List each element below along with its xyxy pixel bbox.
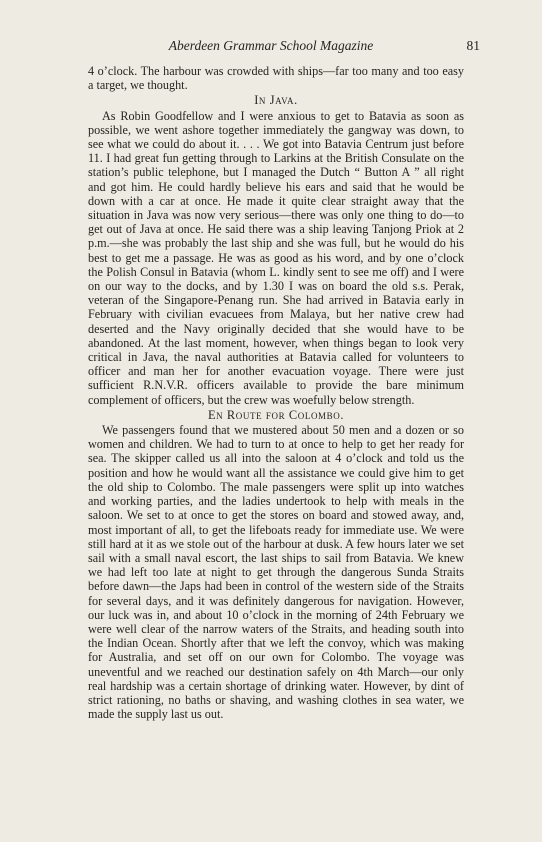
paragraph-voyage: We passengers found that we mustered about 50 men and a dozen or so women and children. We had to turn to at once to help to get her ready for sea. The skipper called us all into the saloon at 4 o’clock and told us the position and how he would want all the assistance we could give him to get the old ship to Colombo. The male passengers were split up into watches and working parties, and the ladies undertook to help with meals in the saloon. We set to at once to get the stores on board and stowed away, and, most important of all, to get the lifeboats ready for immediate use. We were still hard at it as we stole out of the harbour at dusk. A few hours later we set sail with a small naval escort, the last ships to sail from Batavia. We knew we had left too late at night to get through the dangerous Sunda Straits before dawn—the Japs had been in control of the western side of the Straits for several days, and it was definitely dangerous for navigation. However, our luck was in, and about 10 o’clock in the morning of 24th February we were well clear of the narrow waters of the Straits, and heading south into the Indian Ocean. Shortly after that we left the convoy, which was making for Australia, and set off on our own for Colombo. The voyage was uneventful and we reached our destination safely on 4th March—our only real hardship was a certain shortage of drinking water. However, by dint of strict rationing, no baths or shaving, and washing clothes in sea water, we made the supply last us out.	[88, 423, 464, 722]
paragraph-batavia: As Robin Goodfellow and I were anxious to get to Batavia as soon as possible, we went ashore together immediately the gangway was down, to see what we could do about it. . . . We got into Batavia Centrum just before 11. I had great fun getting through to Larkins at the British Consulate on the station’s public telephone, but I managed the Dutch “ Button A ” all right and got him. He could hardly believe his ears and said that he would be down with a car at once. He made it quite clear straight away that the situation in Java was now very serious—there was only one thing to do—to get out of Java at once. He said there was a ship leaving Tanjong Priok at 2 p.m.—she was probably the last ship and she was full, but he would do his best to get me a passage. He was as good as his word, and by one o’clock the Polish Consul in Batavia (whom L. kindly sent to see me off) and I were on our way to the docks, and by 1.30 I was on board the old s.s. Perak, veteran of the Singapore-Penang run. She had arrived in Batavia early in February with civilian evacuees from Malaya, but her native crew had deserted and the Navy originally decided that she would have to be abandoned. At the last moment, however, when things began to look very critical in Java, the naval authorities at Batavia called for volunteers to officer and man her for another evacuation voyage. There were just sufficient R.N.V.R. officers available to provide the bare minimum complement of officers, but the crew was woefully below strength.	[88, 108, 464, 407]
paragraph-continued: 4 o’clock. The harbour was crowded with ships—far too many and too easy a target, we thought.	[88, 64, 464, 93]
article-body	[88, 64, 464, 721]
section-heading-en-route: En Route for Colombo.	[207, 407, 345, 422]
section-heading-in-java: In Java.	[254, 93, 298, 108]
page-header	[60, 36, 482, 56]
page-number: 81	[466, 38, 480, 53]
running-title: Aberdeen Grammar School Magazine	[168, 38, 374, 53]
